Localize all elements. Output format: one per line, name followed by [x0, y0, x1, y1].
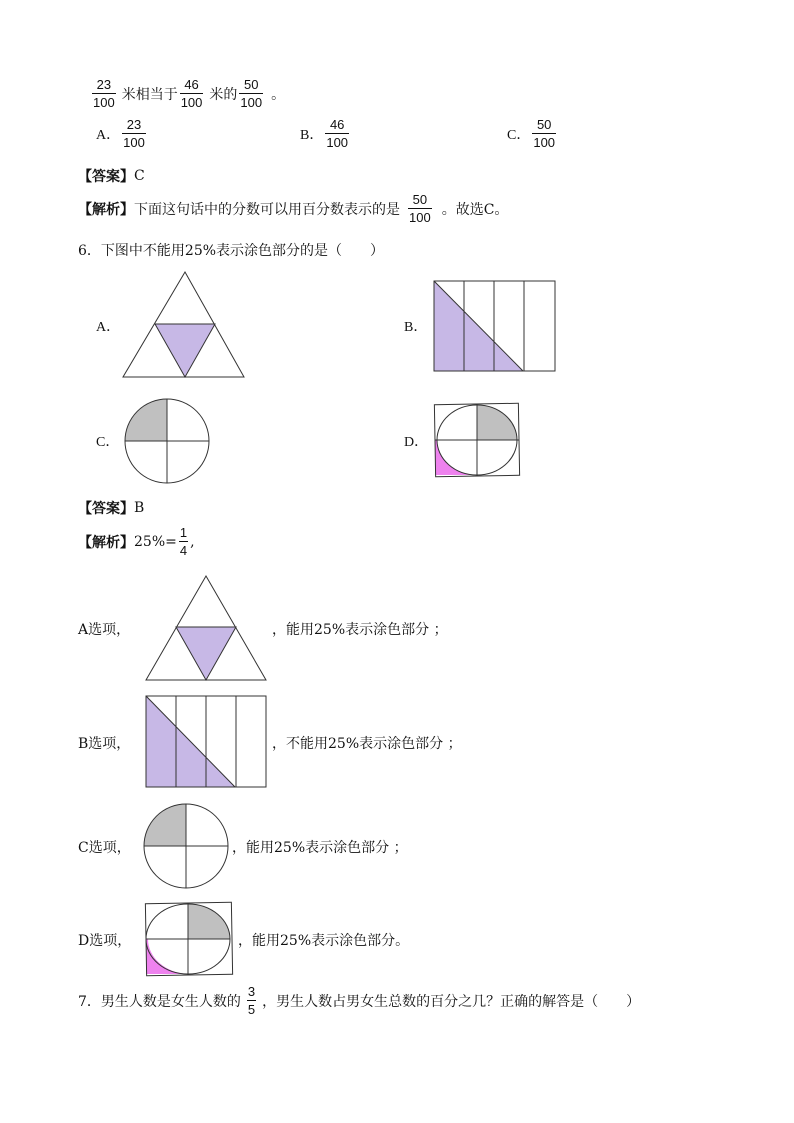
fraction: $\frac{23}{100}$: [123, 117, 145, 150]
q5-option-b: B． $\frac{46}{100}$: [300, 117, 349, 150]
q6-question: 6．下图中不能用25%表示涂色部分的是（ ）: [78, 243, 385, 259]
q7-question: 7．男生人数是女生人数的 $\frac{3}{5}$ ，男生人数占男女生总数的百分之几？正确的解答是（ ）: [78, 984, 641, 1017]
analysis-a-label: A选项，: [78, 622, 131, 638]
fraction: $\frac{3}{5}$: [247, 984, 256, 1017]
figure-option-a-triangle: [120, 270, 246, 380]
q5-statement: $\frac{23}{100}$ 米相当于 $\frac{46}{100}$ 米的 $\frac{50}{100}$ 。: [93, 77, 286, 110]
analysis-figure-d-ellipse: [142, 900, 236, 978]
q6-analysis: 【解析】 25%= $\frac{1}{4}$ ,: [78, 525, 195, 558]
fraction: $\frac{1}{4}$: [179, 525, 188, 558]
analysis-figure-b-rectangle: [144, 694, 268, 790]
shaded-pink-corner: [146, 939, 188, 974]
q5-option-a: A． $\frac{23}{100}$: [96, 117, 145, 150]
q5-analysis: 【解析】 下面这句话中的分数可以用百分数表示的是 $\frac{50}{100}$ 。故选C。: [78, 192, 509, 225]
analysis-d-label: D选项，: [78, 933, 132, 949]
shaded-center-triangle: [155, 324, 215, 377]
shaded-ellipse-quarter: [477, 405, 517, 440]
shaded-quarter: [125, 399, 167, 441]
analysis-figure-c-circle: [142, 802, 230, 890]
q6-option-d-label: D．: [404, 435, 429, 450]
analysis-d-text: ，能用25%表示涂色部分。: [238, 933, 410, 949]
q5-option-c: C． $\frac{50}{100}$: [507, 117, 556, 150]
q6-answer: 【答案】 B: [78, 500, 145, 517]
analysis-c-label: C选项，: [78, 840, 131, 856]
analysis-figure-a-triangle: [143, 574, 269, 682]
q6-option-a-label: A．: [96, 320, 121, 335]
fraction: $\frac{50}{100}$: [533, 117, 556, 150]
fraction: $\frac{23}{100}$: [93, 77, 115, 110]
figure-option-b-rectangle: [432, 279, 558, 373]
q6-option-b-label: B．: [404, 320, 428, 335]
fraction: $\frac{46}{100}$: [326, 117, 349, 150]
fraction: $\frac{50}{100}$: [409, 192, 431, 225]
analysis-c-text: ，能用25%表示涂色部分 ；: [232, 840, 408, 856]
analysis-b-text: ，不能用25%表示涂色部分 ；: [272, 736, 462, 752]
figure-option-c-circle: [122, 396, 212, 486]
shaded-ellipse-quarter: [188, 904, 230, 939]
shaded-center-triangle: [176, 627, 236, 680]
q6-option-c-label: C．: [96, 435, 120, 450]
figure-option-d-ellipse: [432, 402, 522, 478]
q5-answer: 【答案】 C: [78, 168, 145, 185]
analysis-b-label: B选项，: [78, 736, 131, 752]
shaded-quarter: [144, 804, 186, 846]
fraction: $\frac{50}{100}$: [240, 77, 263, 110]
analysis-a-text: ，能用25%表示涂色部分 ；: [272, 622, 448, 638]
fraction: $\frac{46}{100}$: [180, 77, 203, 110]
